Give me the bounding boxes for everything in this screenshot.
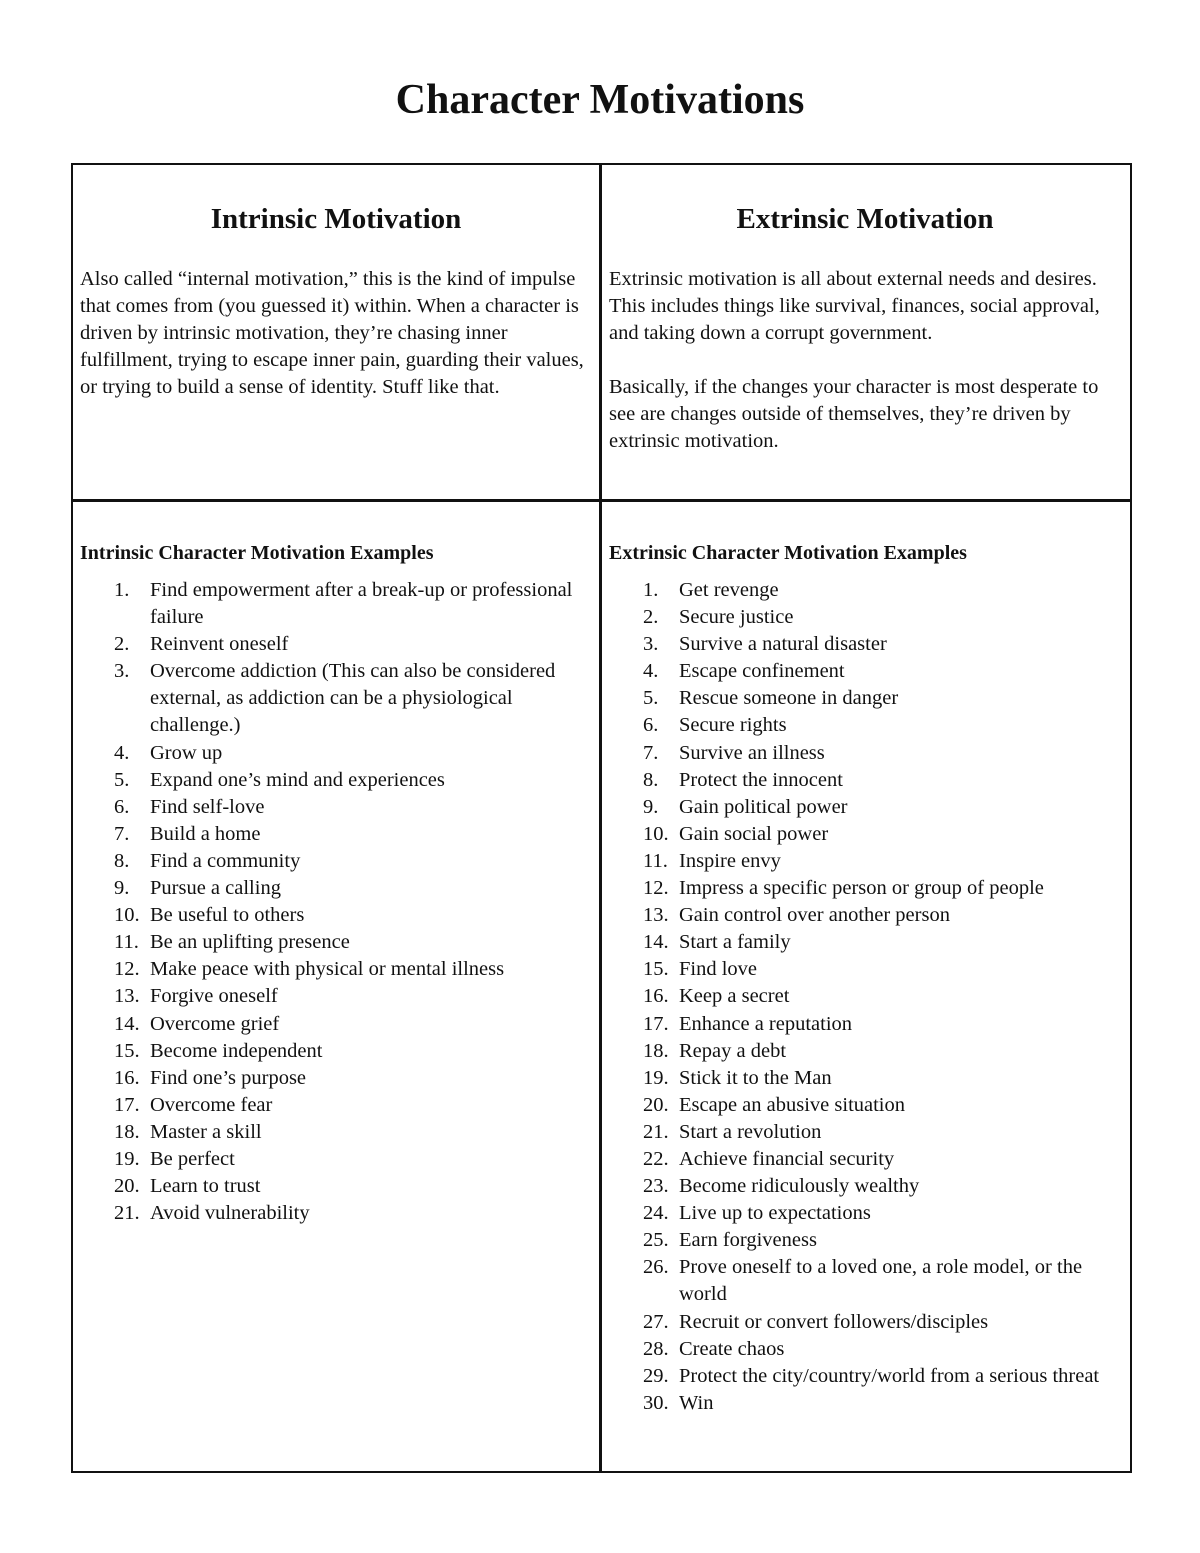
- list-item: [80, 794, 592, 821]
- list-item-text: Become ridiculously wealthy: [679, 1175, 920, 1198]
- list-item-number: 27.: [643, 1310, 669, 1333]
- list-item: [80, 902, 592, 929]
- list-item: [609, 1011, 1121, 1038]
- list-item-text: Make peace with physical or mental illness: [150, 958, 505, 981]
- list-item-number: 26.: [643, 1256, 669, 1279]
- list-item-text: Start a revolution: [679, 1120, 822, 1143]
- list-item-text: Be an uplifting presence: [150, 931, 350, 954]
- list-item: [80, 956, 592, 983]
- list-item-number: 6.: [114, 795, 130, 818]
- intrinsic-examples-list: [80, 577, 592, 1227]
- list-item-text: Secure justice: [679, 606, 794, 629]
- list-item: [609, 604, 1121, 631]
- list-item: [609, 1119, 1121, 1146]
- list-item-text: Enhance a reputation: [679, 1012, 853, 1035]
- extrinsic-heading: Extrinsic Motivation: [736, 203, 994, 235]
- list-item: [609, 1363, 1121, 1390]
- list-item-number: 14.: [643, 931, 669, 954]
- list-item-text: Survive a natural disaster: [679, 633, 887, 656]
- list-item-text: Achieve financial security: [679, 1147, 895, 1170]
- list-item-text: Escape confinement: [679, 660, 845, 683]
- list-item: [609, 1065, 1121, 1092]
- list-item: [609, 983, 1121, 1010]
- list-item-text: Build a home: [150, 822, 261, 845]
- list-item: [80, 631, 592, 658]
- list-item-number: 24.: [643, 1202, 669, 1225]
- list-item-text: Win: [679, 1391, 714, 1414]
- list-item-number: 17.: [643, 1012, 669, 1035]
- list-item: [609, 577, 1121, 604]
- list-item: [609, 1173, 1121, 1200]
- list-item-number: 12.: [114, 958, 140, 981]
- list-item: [80, 875, 592, 902]
- list-item: [609, 1309, 1121, 1336]
- list-item-text: Rescue someone in danger: [679, 687, 899, 710]
- list-item: [609, 1227, 1121, 1254]
- list-item-text: Gain social power: [679, 822, 829, 845]
- list-item-number: 2.: [643, 606, 659, 629]
- extrinsic-examples-cell: [609, 535, 1121, 1417]
- list-item: [80, 1173, 592, 1200]
- list-item-number: 19.: [114, 1147, 140, 1170]
- list-item: [80, 1146, 592, 1173]
- list-item-number: 7.: [643, 741, 659, 764]
- intrinsic-examples-heading: Intrinsic Character Motivation Examples: [80, 542, 434, 564]
- list-item: [609, 767, 1121, 794]
- list-item-number: 8.: [114, 849, 130, 872]
- list-item-text: Recruit or convert followers/disciples: [679, 1310, 989, 1333]
- list-item-number: 29.: [643, 1364, 669, 1387]
- list-item-text: Become independent: [150, 1039, 323, 1062]
- list-item-text: Find love: [679, 958, 758, 981]
- list-item-number: 3.: [643, 633, 659, 656]
- list-item-number: 10.: [643, 822, 669, 845]
- list-item-number: 25.: [643, 1229, 669, 1252]
- list-item-number: 10.: [114, 904, 140, 927]
- list-item-text: Find empowerment after a break-up or professional failure: [150, 579, 573, 629]
- list-item-number: 13.: [114, 985, 140, 1008]
- list-item-number: 20.: [643, 1093, 669, 1116]
- list-item-text: Be useful to others: [150, 904, 305, 927]
- list-item: [609, 685, 1121, 712]
- list-item-text: Overcome grief: [150, 1012, 280, 1035]
- list-item-text: Prove oneself to a loved one, a role model, or the world: [679, 1256, 1083, 1306]
- list-item-number: 19.: [643, 1066, 669, 1089]
- list-item-number: 30.: [643, 1391, 669, 1414]
- list-item-number: 16.: [643, 985, 669, 1008]
- list-item: [80, 848, 592, 875]
- list-item: [80, 1200, 592, 1227]
- intrinsic-definition-cell: [80, 196, 592, 401]
- list-item: [80, 1119, 592, 1146]
- list-item-text: Escape an abusive situation: [679, 1093, 906, 1116]
- list-item: [609, 1254, 1121, 1308]
- list-item-text: Avoid vulnerability: [150, 1202, 310, 1225]
- intrinsic-examples-cell: [80, 535, 592, 1227]
- list-item-number: 14.: [114, 1012, 140, 1035]
- list-item: [609, 902, 1121, 929]
- list-item-number: 21.: [114, 1202, 140, 1225]
- list-item: [609, 794, 1121, 821]
- list-item: [609, 658, 1121, 685]
- list-item-number: 21.: [643, 1120, 669, 1143]
- table-column-divider: [599, 163, 602, 1473]
- list-item-number: 15.: [643, 958, 669, 981]
- list-item-number: 5.: [643, 687, 659, 710]
- list-item-number: 3.: [114, 660, 130, 683]
- list-item-text: Find a community: [150, 849, 301, 872]
- intrinsic-heading: Intrinsic Motivation: [210, 203, 462, 235]
- list-item-text: Create chaos: [679, 1337, 785, 1360]
- extrinsic-description-2: Basically, if the changes your character is most desperate to see are changes outside of themselves, they’re driven by extrinsic motivation.: [609, 376, 1099, 452]
- list-item-text: Protect the innocent: [679, 768, 843, 791]
- list-item: [80, 983, 592, 1010]
- list-item: [609, 848, 1121, 875]
- list-item-text: Secure rights: [679, 714, 787, 737]
- list-item-text: Overcome addiction (This can also be considered external, as addiction can be a physiological challenge.): [150, 660, 556, 737]
- list-item-number: 9.: [114, 877, 130, 900]
- list-item-number: 13.: [643, 904, 669, 927]
- list-item-text: Find one’s purpose: [150, 1066, 307, 1089]
- page-title: Character Motivations: [395, 77, 805, 123]
- list-item: [80, 1038, 592, 1065]
- list-item-text: Find self-love: [150, 795, 265, 818]
- list-item-text: Be perfect: [150, 1147, 235, 1170]
- list-item: [609, 740, 1121, 767]
- list-item-number: 18.: [114, 1120, 140, 1143]
- list-item-number: 9.: [643, 795, 659, 818]
- list-item-text: Get revenge: [679, 579, 779, 601]
- extrinsic-description: Extrinsic motivation is all about external needs and desires. This includes things like survival, finances, social approval, and taking down a corrupt government.: [609, 268, 1100, 344]
- list-item: [609, 875, 1121, 902]
- list-item-text: Expand one’s mind and experiences: [150, 768, 445, 791]
- list-item-text: Master a skill: [150, 1120, 262, 1143]
- list-item: [609, 1146, 1121, 1173]
- list-item-text: Inspire envy: [679, 849, 781, 872]
- list-item-number: 20.: [114, 1175, 140, 1198]
- list-item: [609, 1336, 1121, 1363]
- list-item: [80, 1065, 592, 1092]
- list-item-text: Earn forgiveness: [679, 1229, 817, 1252]
- list-item-text: Forgive oneself: [150, 985, 278, 1008]
- list-item: [609, 1038, 1121, 1065]
- list-item: [80, 1011, 592, 1038]
- intrinsic-description: Also called “internal motivation,” this is the kind of impulse that comes from (you guessed it) within. When a character is driven by intrinsic motivation, they’re chasing inner fulfillment, trying to escape inner pain, guarding their values, or trying to build a sense of identity. Stuff like that.: [80, 268, 584, 398]
- list-item-text: Grow up: [150, 741, 223, 764]
- list-item: [609, 956, 1121, 983]
- list-item-text: Overcome fear: [150, 1093, 273, 1116]
- list-item-number: 1.: [114, 579, 130, 601]
- list-item-text: Pursue a calling: [150, 877, 281, 900]
- list-item-number: 6.: [643, 714, 659, 737]
- list-item-text: Keep a secret: [679, 985, 790, 1008]
- list-item: [80, 1092, 592, 1119]
- list-item-number: 11.: [643, 849, 668, 872]
- list-item-number: 11.: [114, 931, 139, 954]
- list-item-number: 15.: [114, 1039, 140, 1062]
- list-item-text: Survive an illness: [679, 741, 825, 764]
- list-item-number: 5.: [114, 768, 130, 791]
- list-item-number: 12.: [643, 877, 669, 900]
- list-item-text: Gain control over another person: [679, 904, 950, 927]
- list-item-number: 23.: [643, 1175, 669, 1198]
- list-item: [80, 767, 592, 794]
- list-item: [80, 821, 592, 848]
- list-item-text: Start a family: [679, 931, 791, 954]
- list-item-text: Repay a debt: [679, 1039, 787, 1062]
- list-item-text: Live up to expectations: [679, 1202, 871, 1225]
- extrinsic-definition-cell: [609, 196, 1121, 455]
- list-item: [609, 1390, 1121, 1417]
- list-item-number: 1.: [643, 579, 659, 601]
- extrinsic-examples-list: [609, 577, 1121, 1417]
- list-item-text: Gain political power: [679, 795, 848, 818]
- list-item-text: Impress a specific person or group of people: [679, 877, 1044, 900]
- list-item-number: 28.: [643, 1337, 669, 1360]
- list-item: [609, 1092, 1121, 1119]
- list-item-number: 4.: [643, 660, 659, 683]
- list-item-text: Stick it to the Man: [679, 1066, 832, 1089]
- list-item-text: Reinvent oneself: [150, 633, 289, 656]
- list-item-number: 16.: [114, 1066, 140, 1089]
- list-item: [609, 929, 1121, 956]
- table-row-divider: [71, 499, 1132, 502]
- list-item-number: 4.: [114, 741, 130, 764]
- list-item: [80, 577, 592, 631]
- list-item: [609, 1200, 1121, 1227]
- list-item-number: 8.: [643, 768, 659, 791]
- list-item-number: 18.: [643, 1039, 669, 1062]
- list-item: [609, 712, 1121, 739]
- list-item: [80, 740, 592, 767]
- list-item: [609, 821, 1121, 848]
- list-item: [609, 631, 1121, 658]
- extrinsic-examples-heading: Extrinsic Character Motivation Examples: [609, 542, 967, 564]
- list-item-text: Protect the city/country/world from a serious threat: [679, 1364, 1100, 1387]
- list-item: [80, 929, 592, 956]
- list-item-number: 7.: [114, 822, 130, 845]
- list-item-number: 17.: [114, 1093, 140, 1116]
- list-item: [80, 658, 592, 739]
- list-item-number: 22.: [643, 1147, 669, 1170]
- list-item-number: 2.: [114, 633, 130, 656]
- list-item-text: Learn to trust: [150, 1175, 261, 1198]
